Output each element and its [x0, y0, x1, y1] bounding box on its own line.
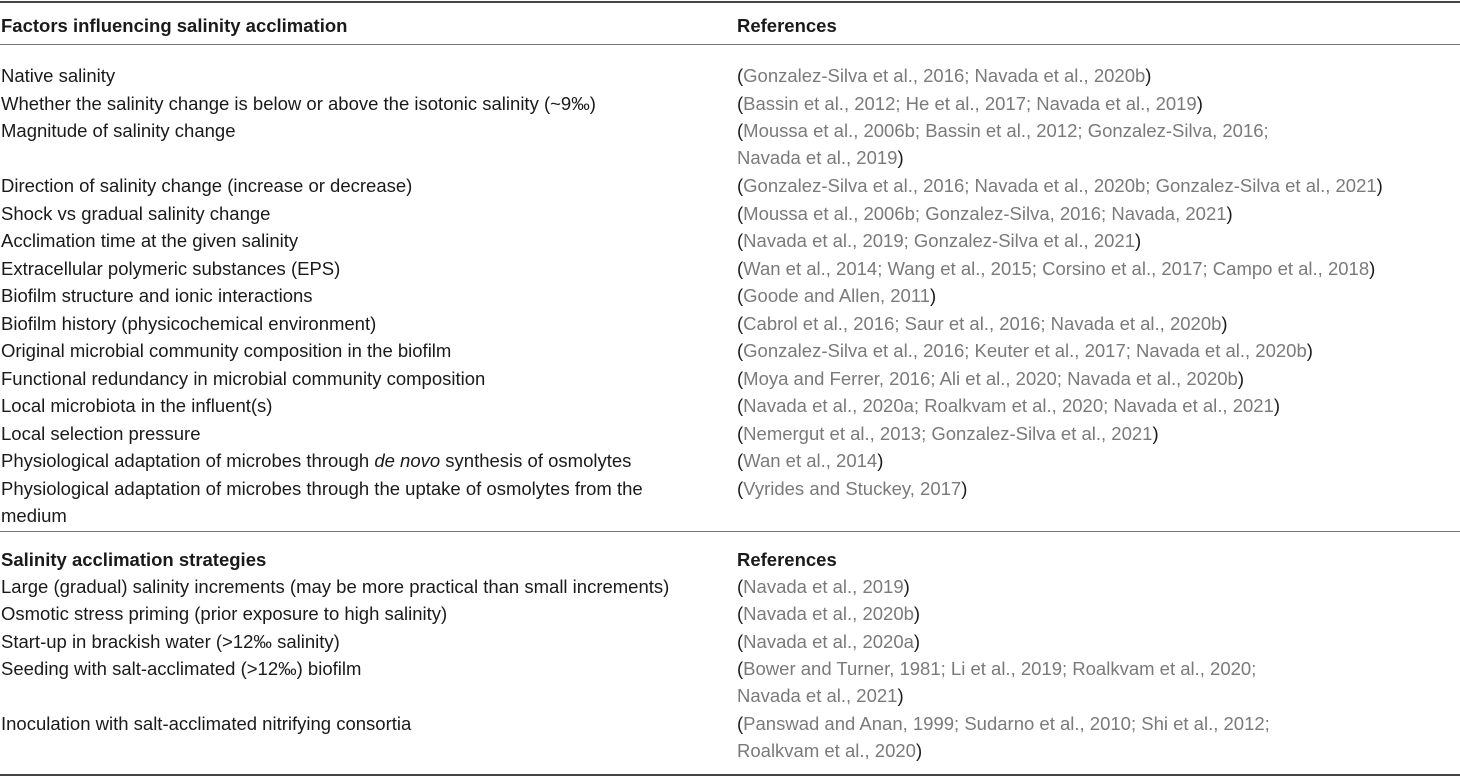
- factor-cell: [1, 392, 701, 419]
- reference-line: (Gonzalez-Silva et al., 2016; Navada et al., 2020b): [737, 65, 1152, 86]
- table-top-rule: [0, 1, 1460, 3]
- reference-text[interactable]: Gonzalez-Silva et al., 2016; Navada et al., 2020b: [743, 65, 1146, 86]
- factor-cell: [1, 337, 701, 364]
- reference-text[interactable]: Navada et al., 2019: [743, 576, 904, 597]
- reference-text[interactable]: Bower and Turner, 1981; Li et al., 2019; Roalkvam et al., 2020;: [743, 658, 1257, 679]
- reference-line: (Bower and Turner, 1981; Li et al., 2019; Roalkvam et al., 2020;: [737, 658, 1257, 679]
- reference-line: Roalkvam et al., 2020): [737, 740, 923, 761]
- factor-text: Osmotic stress priming (prior exposure to high salinity): [1, 603, 448, 624]
- factor-text: Large (gradual) salinity increments (may be more practical than small increments): [1, 576, 670, 597]
- reference-cell: [737, 90, 1457, 117]
- factor-cell: [1, 117, 701, 144]
- reference-cell: [737, 475, 1457, 502]
- reference-line: Navada et al., 2021): [737, 685, 904, 706]
- factor-text: Functional redundancy in microbial community composition: [1, 368, 486, 389]
- reference-text-continued[interactable]: Navada et al., 2019: [737, 147, 898, 168]
- section-divider-rule: [0, 531, 1460, 532]
- reference-line: (Vyrides and Stuckey, 2017): [737, 478, 968, 499]
- reference-text[interactable]: Navada et al., 2019; Gonzalez-Silva et al., 2021: [743, 230, 1135, 251]
- factor-text: Direction of salinity change (increase or decrease): [1, 175, 413, 196]
- factor-cell: [1, 172, 701, 199]
- factor-cell: [1, 628, 701, 655]
- reference-cell: [737, 227, 1457, 254]
- reference-cell: [737, 447, 1457, 474]
- factor-cell: [1, 200, 701, 227]
- reference-line: Navada et al., 2019): [737, 147, 904, 168]
- factor-text: Seeding with salt-acclimated (>12‰) biofilm: [1, 658, 362, 679]
- reference-cell: [737, 710, 1457, 764]
- factor-cell: [1, 710, 701, 737]
- factor-cell: [1, 255, 701, 282]
- factor-text: Start-up in brackish water (>12‰ salinity): [1, 631, 340, 652]
- reference-cell: [737, 420, 1457, 447]
- reference-line: (Bassin et al., 2012; He et al., 2017; Navada et al., 2019): [737, 93, 1203, 114]
- table-bottom-rule: [0, 774, 1460, 776]
- header-factors: Factors influencing salinity acclimation: [1, 15, 348, 36]
- reference-cell: [737, 117, 1457, 171]
- reference-line: (Goode and Allen, 2011): [737, 285, 937, 306]
- factor-text: Biofilm history (physicochemical environment): [1, 313, 377, 334]
- factor-cell: [1, 90, 701, 117]
- reference-line: (Cabrol et al., 2016; Saur et al., 2016; Navada et al., 2020b): [737, 313, 1228, 334]
- factor-text-continued: medium: [1, 505, 67, 526]
- header-rule: [0, 44, 1460, 45]
- reference-text[interactable]: Wan et al., 2014: [743, 450, 878, 471]
- reference-line: (Moya and Ferrer, 2016; Ali et al., 2020; Navada et al., 2020b): [737, 368, 1245, 389]
- reference-line: (Navada et al., 2020a): [737, 631, 921, 652]
- reference-text[interactable]: Nemergut et al., 2013; Gonzalez-Silva et al., 2021: [743, 423, 1153, 444]
- reference-cell: [737, 392, 1457, 419]
- factor-cell: [1, 447, 701, 474]
- reference-line: (Moussa et al., 2006b; Gonzalez-Silva, 2016; Navada, 2021): [737, 203, 1233, 224]
- factor-text: Physiological adaptation of microbes through the uptake of osmolytes from the: [1, 478, 643, 499]
- factor-text: Local selection pressure: [1, 423, 201, 444]
- header-strategies: Salinity acclimation strategies: [1, 549, 267, 570]
- reference-text[interactable]: Moussa et al., 2006b; Gonzalez-Silva, 2016; Navada, 2021: [743, 203, 1227, 224]
- factor-cell: [1, 282, 701, 309]
- factor-cell: [1, 655, 701, 682]
- factor-cell: [1, 227, 701, 254]
- factor-cell: [1, 365, 701, 392]
- reference-cell: [737, 62, 1457, 89]
- factor-text: Extracellular polymeric substances (EPS): [1, 258, 341, 279]
- reference-text[interactable]: Vyrides and Stuckey, 2017: [743, 478, 962, 499]
- factor-text: Acclimation time at the given salinity: [1, 230, 299, 251]
- reference-cell: [737, 655, 1457, 709]
- reference-line: (Navada et al., 2020b): [737, 603, 921, 624]
- reference-cell: [737, 337, 1457, 364]
- reference-cell: [737, 573, 1457, 600]
- reference-text-continued[interactable]: Roalkvam et al., 2020: [737, 740, 916, 761]
- reference-line: (Gonzalez-Silva et al., 2016; Navada et al., 2020b; Gonzalez-Silva et al., 2021): [737, 175, 1383, 196]
- factor-text: Inoculation with salt-acclimated nitrifying consortia: [1, 713, 412, 734]
- reference-cell: [737, 628, 1457, 655]
- reference-line: (Panswad and Anan, 1999; Sudarno et al., 2010; Shi et al., 2012;: [737, 713, 1270, 734]
- reference-line: (Gonzalez-Silva et al., 2016; Keuter et al., 2017; Navada et al., 2020b): [737, 340, 1313, 361]
- reference-cell: [737, 172, 1457, 199]
- reference-cell: [737, 365, 1457, 392]
- reference-line: (Navada et al., 2019): [737, 576, 910, 597]
- reference-text[interactable]: Moussa et al., 2006b; Bassin et al., 2012; Gonzalez-Silva, 2016;: [743, 120, 1269, 141]
- reference-text[interactable]: Navada et al., 2020b: [743, 603, 914, 624]
- factor-text: Original microbial community composition in the biofilm: [1, 340, 452, 361]
- reference-cell: [737, 600, 1457, 627]
- reference-text[interactable]: Gonzalez-Silva et al., 2016; Navada et al., 2020b; Gonzalez-Silva et al., 2021: [743, 175, 1377, 196]
- factor-text: synthesis of osmolytes: [440, 450, 632, 471]
- factor-text: Native salinity: [1, 65, 116, 86]
- factor-cell: [1, 310, 701, 337]
- reference-cell: [737, 255, 1457, 282]
- factor-italic-text: de novo: [374, 450, 441, 471]
- reference-text[interactable]: Goode and Allen, 2011: [743, 285, 931, 306]
- factor-cell: [1, 475, 701, 529]
- reference-text[interactable]: Bassin et al., 2012; He et al., 2017; Navada et al., 2019: [743, 93, 1197, 114]
- reference-line: (Wan et al., 2014; Wang et al., 2015; Corsino et al., 2017; Campo et al., 2018): [737, 258, 1376, 279]
- reference-text[interactable]: Gonzalez-Silva et al., 2016; Keuter et al., 2017; Navada et al., 2020b: [743, 340, 1307, 361]
- reference-cell: [737, 310, 1457, 337]
- reference-cell: [737, 282, 1457, 309]
- reference-text[interactable]: Navada et al., 2020a: [743, 631, 914, 652]
- reference-text[interactable]: Wan et al., 2014; Wang et al., 2015; Corsino et al., 2017; Campo et al., 2018: [743, 258, 1370, 279]
- factor-text: Physiological adaptation of microbes through: [1, 450, 375, 471]
- factor-cell: [1, 573, 701, 600]
- factor-cell: [1, 600, 701, 627]
- reference-text[interactable]: Navada et al., 2020a; Roalkvam et al., 2020; Navada et al., 2021: [743, 395, 1274, 416]
- factor-text: Whether the salinity change is below or above the isotonic salinity (~9‰): [1, 93, 596, 114]
- reference-text[interactable]: Cabrol et al., 2016; Saur et al., 2016; Navada et al., 2020b: [743, 313, 1222, 334]
- reference-text[interactable]: Panswad and Anan, 1999; Sudarno et al., 2010; Shi et al., 2012;: [743, 713, 1270, 734]
- factor-cell: [1, 420, 701, 447]
- reference-line: (Nemergut et al., 2013; Gonzalez-Silva et al., 2021): [737, 423, 1159, 444]
- factor-text: Biofilm structure and ionic interactions: [1, 285, 313, 306]
- reference-line: (Wan et al., 2014): [737, 450, 884, 471]
- reference-line: (Navada et al., 2019; Gonzalez-Silva et al., 2021): [737, 230, 1142, 251]
- factor-text: Shock vs gradual salinity change: [1, 203, 271, 224]
- factor-text: Magnitude of salinity change: [1, 120, 236, 141]
- header-references: References: [737, 15, 837, 36]
- header-references-2: References: [737, 549, 837, 570]
- reference-line: (Navada et al., 2020a; Roalkvam et al., 2020; Navada et al., 2021): [737, 395, 1281, 416]
- factor-cell: [1, 62, 701, 89]
- reference-text[interactable]: Moya and Ferrer, 2016; Ali et al., 2020; Navada et al., 2020b: [743, 368, 1238, 389]
- reference-text-continued[interactable]: Navada et al., 2021: [737, 685, 898, 706]
- reference-line: (Moussa et al., 2006b; Bassin et al., 2012; Gonzalez-Silva, 2016;: [737, 120, 1269, 141]
- reference-cell: [737, 200, 1457, 227]
- factor-text: Local microbiota in the influent(s): [1, 395, 273, 416]
